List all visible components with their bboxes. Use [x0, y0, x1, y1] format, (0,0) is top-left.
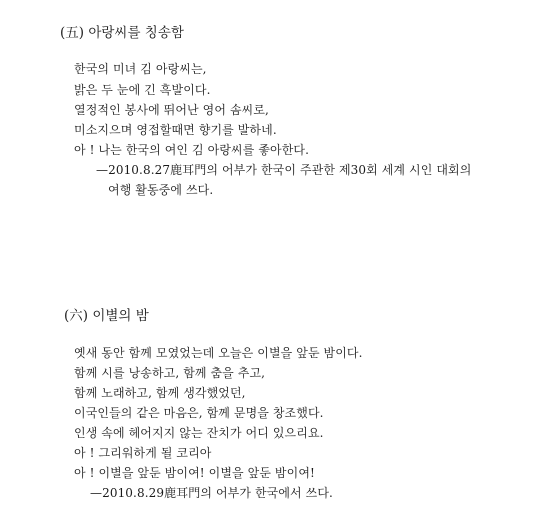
- poem-line: 한국의 미녀 김 아랑씨는,: [74, 62, 207, 76]
- poem-line: 옛새 동안 함께 모였었는데 오늘은 이별을 앞둔 밤이다.: [74, 346, 363, 360]
- poem-line: 이국인들의 같은 마음은, 함께 문명을 창조했다.: [74, 406, 324, 420]
- poem-line: 인생 속에 헤어지지 않는 잔치가 어디 있으리요.: [74, 426, 324, 440]
- poem-note: —2010.8.27鹿耳門의 어부가 한국이 주관한 제30회 세계 시인 대회의: [96, 163, 472, 177]
- poem-line: 열정적인 봉사에 뛰어난 영어 솜씨로,: [74, 103, 269, 117]
- poem-line: 아 ! 나는 한국의 여인 김 아랑씨를 좋아한다.: [74, 143, 310, 157]
- poem-line: 밝은 두 눈에 긴 흑발이다.: [74, 83, 211, 97]
- poem-line: 함께 시를 낭송하고, 함께 춤을 추고,: [74, 366, 266, 380]
- poem-note: —2010.8.29鹿耳門의 어부가 한국에서 쓰다.: [90, 486, 333, 500]
- poem-six-title: (六) 이별의 밤: [64, 308, 149, 324]
- poem-line: 함께 노래하고, 함께 생각했었던,: [74, 386, 246, 400]
- poem-line: 아 ! 그리워하게 될 코리아: [74, 446, 212, 460]
- poem-five-title: (五) 아랑씨를 칭송함: [60, 25, 184, 41]
- poem-note: 여행 활동중에 쓰다.: [108, 183, 214, 197]
- poem-line: 아 ! 이별을 앞둔 밤이여! 이별을 앞둔 밤이여!: [74, 466, 315, 480]
- poem-line: 미소지으며 영접할때면 향기를 발하네.: [74, 123, 277, 137]
